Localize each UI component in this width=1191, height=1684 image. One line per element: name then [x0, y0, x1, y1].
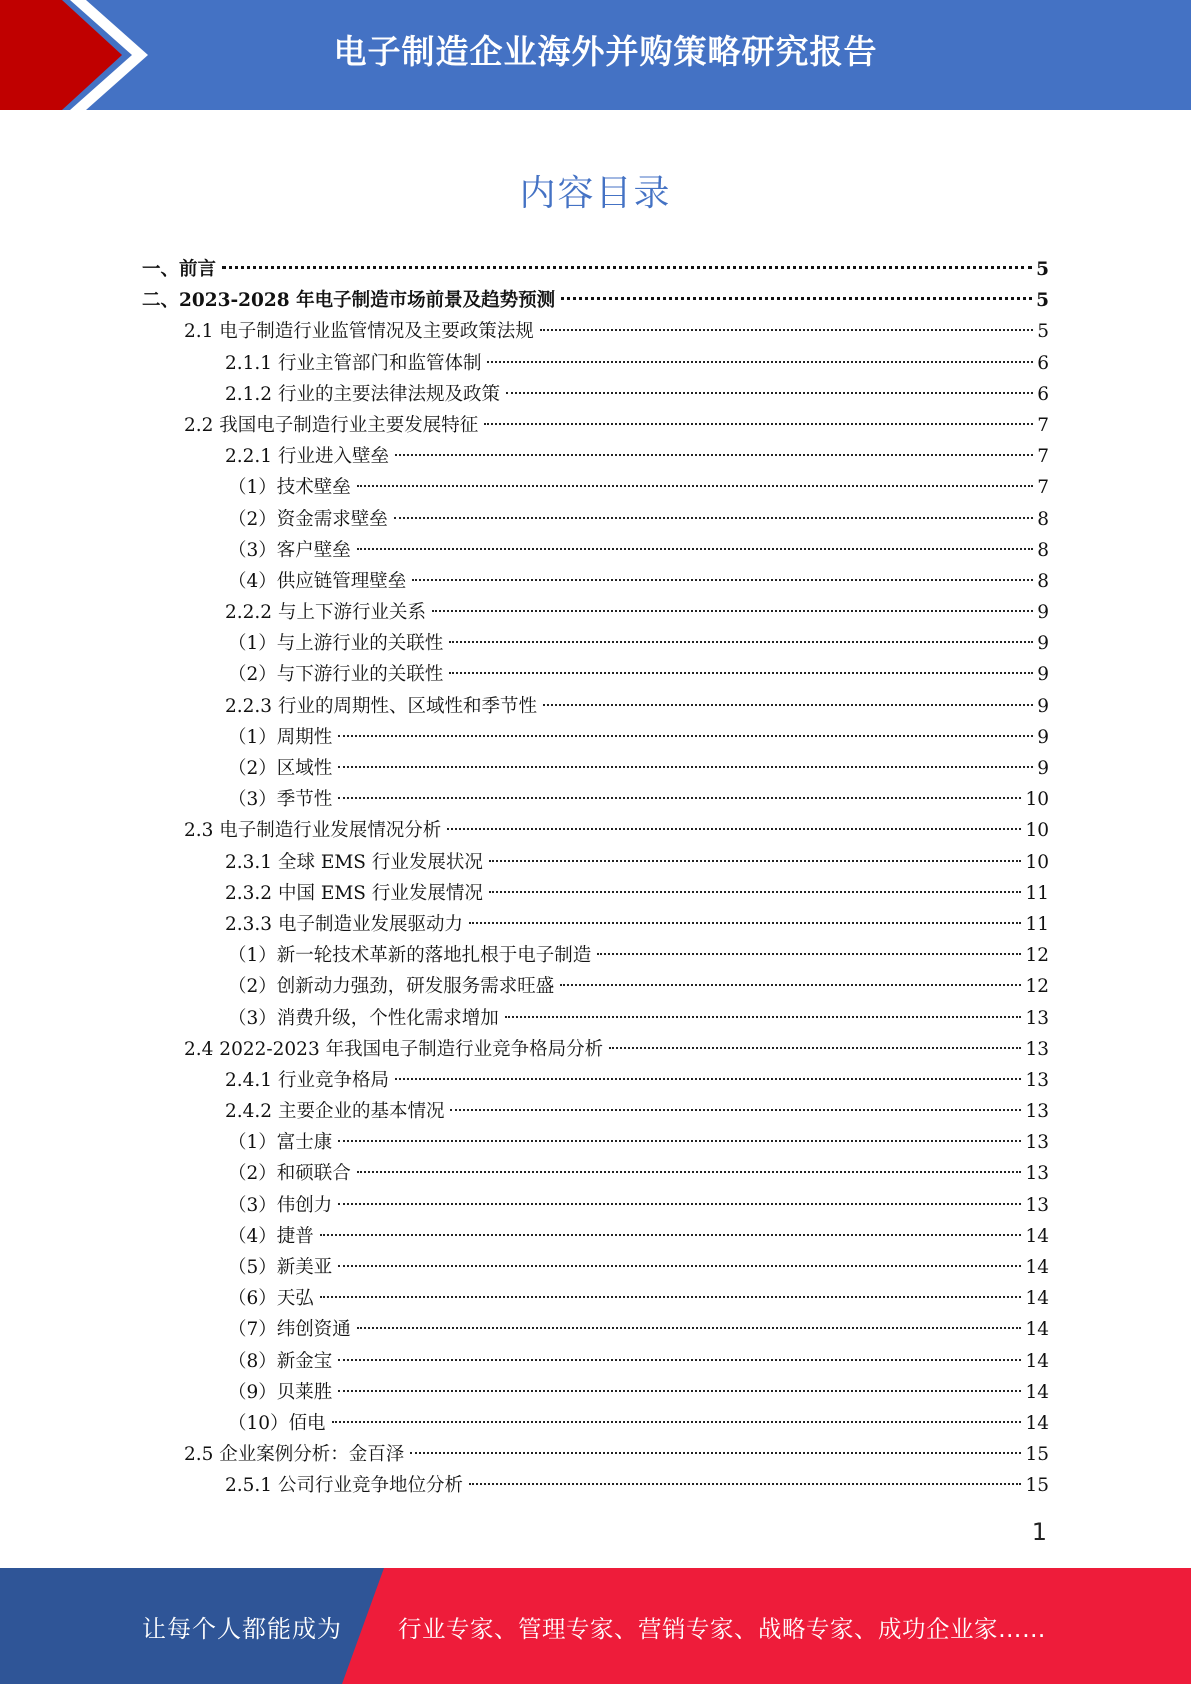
toc-entry[interactable]	[0, 535, 1191, 566]
toc-entry[interactable]	[0, 316, 1191, 347]
toc-entry[interactable]	[0, 597, 1191, 628]
header-banner	[0, 0, 1191, 110]
dot-leader	[338, 1390, 1021, 1392]
toc-entry[interactable]	[0, 722, 1191, 753]
toc-entry[interactable]	[0, 1314, 1191, 1345]
toc-entry-page: 13	[1025, 1101, 1049, 1123]
toc-entry[interactable]	[0, 940, 1191, 971]
toc-entry[interactable]	[0, 971, 1191, 1002]
dot-leader	[561, 297, 1032, 300]
toc-entry-page: 12	[1025, 976, 1049, 998]
dot-leader	[338, 735, 1033, 737]
dot-leader	[543, 704, 1033, 706]
toc-entry-label: 2.1.2 行业的主要法律法规及政策	[225, 383, 500, 405]
toc-entry-label: 二、2023-2028 年电子制造市场前景及趋势预测	[142, 290, 556, 312]
toc-entry-page: 9	[1037, 664, 1049, 686]
toc-entry-page: 12	[1025, 945, 1049, 967]
toc-entry-label: 2.1.1 行业主管部门和监管体制	[225, 352, 482, 374]
toc-entry-label: 2.4.2 主要企业的基本情况	[225, 1101, 445, 1123]
dot-leader	[332, 1421, 1022, 1423]
toc-entry-page: 15	[1025, 1475, 1049, 1497]
toc-entry-label: 2.2.1 行业进入壁垒	[225, 446, 389, 468]
dot-leader	[320, 1234, 1022, 1236]
dot-leader	[487, 361, 1033, 363]
report-title: 电子制造企业海外并购策略研究报告	[333, 32, 878, 71]
toc-entry-label: 2.4.1 行业竞争格局	[225, 1069, 389, 1091]
toc-entry[interactable]	[0, 878, 1191, 909]
dot-leader	[560, 984, 1021, 986]
toc-entry-label: （3）客户壁垒	[228, 539, 351, 561]
dot-leader	[357, 548, 1033, 550]
dot-leader	[338, 1140, 1021, 1142]
toc-entry-page: 14	[1025, 1350, 1049, 1372]
toc-entry-page: 6	[1037, 352, 1049, 374]
toc-entry-label: 一、前言	[142, 259, 217, 280]
toc-entry-page: 9	[1037, 633, 1049, 655]
toc-entry-page: 14	[1025, 1288, 1049, 1310]
dot-leader	[338, 1359, 1021, 1361]
dot-leader	[222, 266, 1032, 269]
toc-entry-page: 11	[1025, 913, 1049, 935]
toc-entry-label: 2.5 企业案例分析：金百泽	[184, 1444, 405, 1466]
toc-entry-label: （2）资金需求壁垒	[228, 508, 388, 530]
toc-entry-page: 9	[1037, 758, 1049, 779]
toc-entry-label: 2.2.2 与上下游行业关系	[225, 602, 426, 624]
toc-entry[interactable]	[0, 909, 1191, 940]
toc-entry-label: （1）与上游行业的关联性	[228, 633, 444, 655]
toc-entry-label: （6）天弘	[228, 1288, 314, 1310]
toc-entry-page: 13	[1025, 1007, 1049, 1029]
toc-entry[interactable]	[0, 1470, 1191, 1501]
toc-entry-label: （7）纬创资通	[228, 1319, 351, 1341]
toc-entry-label: 2.2 我国电子制造行业主要发展特征	[184, 414, 479, 436]
dot-leader	[320, 1296, 1022, 1298]
toc-entry-label: （1）富士康	[228, 1132, 333, 1154]
toc-entry-page: 6	[1037, 383, 1049, 405]
toc-entry[interactable]	[0, 348, 1191, 379]
dot-leader	[412, 579, 1033, 581]
toc-entry-label: （2）与下游行业的关联性	[228, 664, 444, 686]
toc-entry[interactable]	[0, 753, 1191, 784]
toc-entry-page: 10	[1025, 820, 1049, 842]
toc-entry-label: （1）新一轮技术革新的落地扎根于电子制造	[228, 945, 592, 967]
toc-entry-page: 14	[1025, 1319, 1049, 1341]
dot-leader	[484, 423, 1033, 425]
toc-entry-label: （1）周期性	[228, 726, 333, 748]
dot-leader	[540, 329, 1033, 331]
toc-entry-page: 5	[1037, 321, 1049, 343]
toc-entry-page: 10	[1025, 789, 1049, 811]
table-of-contents	[0, 254, 1191, 1502]
toc-entry-page: 7	[1037, 477, 1049, 499]
dot-leader	[489, 891, 1022, 893]
footer-slogan-right: 行业专家、管理专家、营销专家、战略专家、成功企业家……	[398, 1615, 1046, 1643]
toc-entry[interactable]	[0, 410, 1191, 441]
dot-leader	[432, 610, 1033, 612]
toc-entry-label: 2.5.1 公司行业竞争地位分析	[225, 1475, 463, 1497]
dot-leader	[338, 1203, 1021, 1205]
dot-leader	[410, 1452, 1021, 1454]
dot-leader	[450, 1109, 1021, 1111]
toc-entry[interactable]	[0, 441, 1191, 472]
toc-entry[interactable]	[0, 815, 1191, 846]
dot-leader	[447, 828, 1021, 830]
toc-entry-label: （2）和硕联合	[228, 1163, 351, 1185]
toc-entry[interactable]	[0, 1096, 1191, 1127]
toc-entry[interactable]	[0, 1408, 1191, 1439]
toc-entry-label: （10）佰电	[228, 1412, 326, 1434]
dot-leader	[505, 1016, 1022, 1018]
toc-entry-page: 13	[1025, 1069, 1049, 1091]
toc-entry-page: 13	[1025, 1038, 1049, 1060]
toc-entry-label: 2.4 2022-2023 年我国电子制造行业竞争格局分析	[184, 1038, 604, 1060]
toc-entry-page: 5	[1036, 259, 1049, 280]
toc-entry-label: 2.3.1 全球 EMS 行业发展状况	[225, 851, 483, 873]
footer-banner	[0, 1568, 1191, 1684]
dot-leader	[357, 1171, 1022, 1173]
dot-leader	[338, 1265, 1021, 1267]
toc-entry-label: （4）捷普	[228, 1225, 314, 1247]
toc-entry-label: （2）创新动力强劲，研发服务需求旺盛	[228, 976, 555, 998]
toc-entry-page: 14	[1025, 1225, 1049, 1247]
toc-entry[interactable]	[0, 504, 1191, 535]
toc-entry[interactable]	[0, 379, 1191, 410]
toc-entry-label: （3）消费升级，个性化需求增加	[228, 1007, 499, 1029]
toc-entry-page: 10	[1025, 851, 1049, 873]
toc-entry-page: 15	[1025, 1444, 1049, 1466]
dot-leader	[469, 1483, 1021, 1485]
toc-entry-page: 14	[1025, 1257, 1049, 1278]
toc-entry[interactable]	[0, 1034, 1191, 1065]
dot-leader	[394, 517, 1033, 519]
toc-entry[interactable]	[0, 1439, 1191, 1470]
toc-entry[interactable]	[0, 659, 1191, 690]
toc-entry-label: （9）贝莱胜	[228, 1381, 333, 1403]
toc-entry[interactable]	[0, 1221, 1191, 1252]
toc-entry-page: 11	[1025, 882, 1049, 904]
toc-entry[interactable]	[0, 1158, 1191, 1189]
toc-entry[interactable]	[0, 1252, 1191, 1283]
toc-entry-label: （8）新金宝	[228, 1350, 333, 1372]
toc-entry-label: 2.3 电子制造行业发展情况分析	[184, 820, 442, 842]
toc-entry-page: 14	[1025, 1381, 1049, 1403]
toc-entry-label: （5）新美亚	[228, 1257, 333, 1278]
dot-leader	[597, 953, 1021, 955]
dot-leader	[449, 641, 1033, 643]
toc-entry-page: 13	[1025, 1194, 1049, 1216]
toc-entry-label: 2.3.2 中国 EMS 行业发展情况	[225, 882, 483, 904]
dot-leader	[609, 1047, 1021, 1049]
toc-heading: 内容目录	[519, 173, 672, 214]
dot-leader	[469, 922, 1021, 924]
toc-entry-label: 2.1 电子制造行业监管情况及主要政策法规	[184, 321, 534, 343]
toc-entry[interactable]	[0, 472, 1191, 503]
dot-leader	[489, 860, 1022, 862]
page-number: 1	[1031, 1518, 1047, 1546]
toc-entry-page: 13	[1025, 1132, 1049, 1154]
toc-entry-label: （2）区域性	[228, 758, 333, 779]
dot-leader	[395, 454, 1033, 456]
footer-slogan-left: 让每个人都能成为	[142, 1615, 342, 1643]
toc-entry-page: 9	[1037, 695, 1049, 717]
toc-entry-page: 8	[1037, 508, 1049, 530]
toc-entry-page: 14	[1025, 1412, 1049, 1434]
toc-entry[interactable]	[0, 254, 1191, 285]
toc-entry[interactable]	[0, 1377, 1191, 1408]
dot-leader	[395, 1078, 1021, 1080]
toc-entry-page: 7	[1037, 446, 1049, 468]
toc-entry[interactable]	[0, 1127, 1191, 1158]
dot-leader	[506, 392, 1033, 394]
dot-leader	[357, 1327, 1022, 1329]
toc-entry-page: 8	[1037, 539, 1049, 561]
toc-entry[interactable]	[0, 1190, 1191, 1221]
toc-entry-page: 5	[1036, 290, 1049, 312]
toc-entry[interactable]	[0, 1065, 1191, 1096]
toc-entry[interactable]	[0, 285, 1191, 316]
toc-entry[interactable]	[0, 1283, 1191, 1314]
dot-leader	[338, 766, 1033, 768]
toc-entry[interactable]	[0, 691, 1191, 722]
toc-entry-page: 9	[1037, 602, 1049, 624]
toc-entry-page: 7	[1037, 414, 1049, 436]
toc-entry[interactable]	[0, 1003, 1191, 1034]
toc-entry-page: 8	[1037, 570, 1049, 592]
toc-entry-label: 2.3.3 电子制造业发展驱动力	[225, 913, 463, 935]
toc-entry-label: 2.2.3 行业的周期性、区域性和季节性	[225, 695, 537, 717]
toc-entry-label: （3）季节性	[228, 789, 333, 811]
toc-entry[interactable]	[0, 784, 1191, 815]
toc-entry-label: （4）供应链管理壁垒	[228, 570, 407, 592]
toc-entry[interactable]	[0, 1346, 1191, 1377]
dot-leader	[449, 672, 1033, 674]
toc-entry-page: 13	[1025, 1163, 1049, 1185]
dot-leader	[338, 797, 1021, 799]
toc-entry-label: （3）伟创力	[228, 1194, 333, 1216]
toc-entry[interactable]	[0, 847, 1191, 878]
toc-entry-page: 9	[1037, 726, 1049, 748]
toc-entry-label: （1）技术壁垒	[228, 477, 351, 499]
toc-entry[interactable]	[0, 566, 1191, 597]
dot-leader	[357, 485, 1033, 487]
toc-entry[interactable]	[0, 628, 1191, 659]
